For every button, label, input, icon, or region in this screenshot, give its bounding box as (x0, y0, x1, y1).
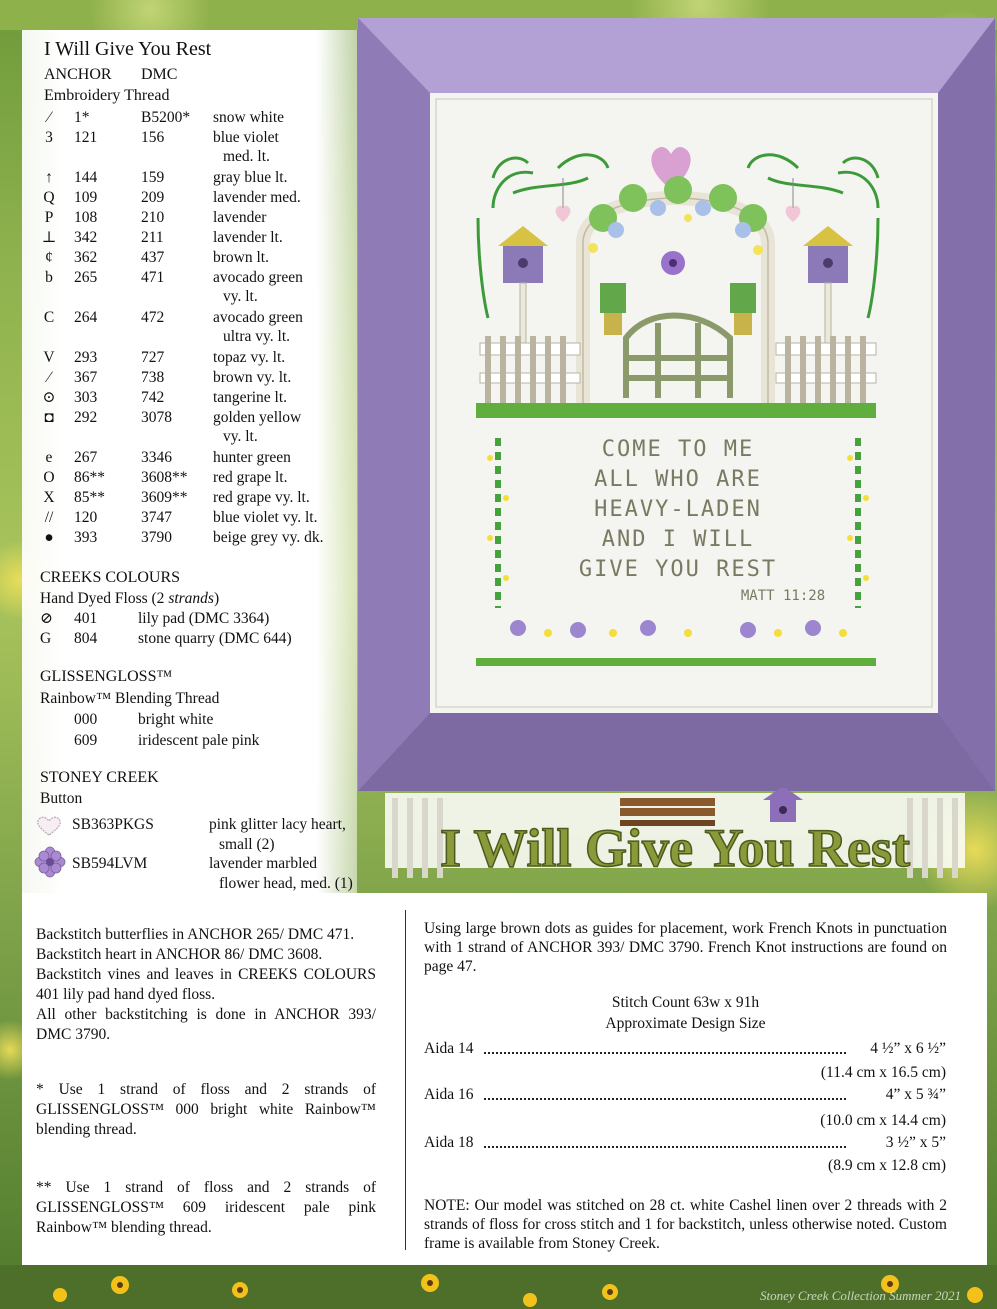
button-description-cont: small (2) (219, 836, 275, 853)
dmc-number: 472 (141, 309, 165, 326)
stitch-count: Stitch Count 63w x 91h (611, 994, 760, 1011)
stitch-symbol: 3 (45, 129, 53, 146)
thread-description: red grape vy. lt. (213, 489, 310, 506)
thread-row (40, 388, 360, 408)
thread-row (40, 108, 360, 128)
thread-row (40, 528, 360, 548)
thread-description: gray blue lt. (213, 169, 288, 186)
verse-line: ALL WHO ARE (594, 467, 762, 492)
anchor-number: 303 (74, 389, 98, 406)
title-banner (385, 788, 965, 888)
gloss-sub: Rainbow™ Blending Thread (40, 690, 220, 707)
heart-button-icon (34, 815, 64, 837)
anchor-number: 85** (74, 489, 105, 506)
anchor-number: 1* (74, 109, 90, 126)
verse-line: AND I WILL (601, 527, 755, 552)
size-label: Aida 16 (424, 1085, 477, 1105)
thread-row (40, 488, 360, 508)
page-footer: Stoney Creek Collection Summer 2021 (760, 1288, 961, 1303)
note-label: NOTE: (424, 1197, 470, 1214)
thread-row (40, 208, 360, 228)
thread-description: lavender med. (213, 189, 301, 206)
button-description: lavender marbled (209, 855, 318, 872)
stitch-symbol: P (44, 209, 54, 226)
size-cm: (8.9 cm x 12.8 cm) (828, 1157, 946, 1174)
anchor-number: 362 (74, 249, 98, 266)
thread-row (40, 448, 360, 468)
button-code: SB594LVM (72, 855, 148, 872)
verse-line: COME TO ME (601, 437, 755, 462)
creeks-sub-text: Hand Dyed Floss (2 (40, 590, 169, 607)
floss-number: 401 (74, 610, 98, 627)
anchor-number: 86** (74, 469, 105, 486)
footnote-double: ** Use 1 strand of floss and 2 strands of GLISSENGLOSS™ 609 iridescent pale pink Rainbow™ blending thread. (36, 1179, 376, 1236)
thread-description: hunter green (213, 449, 291, 466)
anchor-number: 342 (74, 229, 98, 246)
floss-description: stone quarry (DMC 644) (138, 630, 292, 647)
column-divider (405, 910, 406, 1250)
verse-line: HEAVY-LADEN (594, 497, 762, 522)
size-row (424, 1133, 946, 1153)
creeks-sub (40, 590, 219, 608)
thread-description: tangerine lt. (213, 389, 288, 406)
thread-description: avocado green (213, 269, 303, 286)
anchor-number: 393 (74, 529, 98, 546)
anchor-number: 292 (74, 409, 98, 426)
stitch-symbol: Q (43, 189, 55, 206)
dmc-number: 3790 (141, 529, 172, 546)
thread-description: lavender lt. (213, 229, 283, 246)
size-row (424, 1039, 946, 1059)
size-row (424, 1085, 946, 1105)
creeks-heading: CREEKS COLOURS (40, 569, 181, 586)
size-cm: (10.0 cm x 14.4 cm) (820, 1112, 946, 1129)
thread-description: blue violet (213, 129, 279, 146)
thread-description: avocado green (213, 309, 303, 326)
thread-description-cont: vy. lt. (223, 288, 258, 305)
stitch-symbol: C (43, 309, 55, 326)
size-label: Aida 14 (424, 1039, 477, 1059)
thread-row (40, 508, 360, 528)
button-description-cont: flower head, med. (1) (219, 875, 353, 892)
note-line: Backstitch vines and leaves in CREEKS COLOURS 401 lily pad hand dyed floss. (36, 966, 376, 1003)
verse-reference: MATT 11:28 (740, 588, 826, 604)
floss-number: 804 (74, 630, 98, 647)
dmc-number: 3747 (141, 509, 172, 526)
dmc-number: B5200* (141, 109, 191, 126)
stitch-symbol: ¢ (45, 249, 53, 266)
stoney-heading: STONEY CREEK (40, 769, 159, 786)
dmc-number: 159 (141, 169, 165, 186)
gloss-description: bright white (138, 711, 214, 728)
dmc-number: 156 (141, 129, 165, 146)
thread-row (40, 128, 360, 148)
anchor-number: 367 (74, 369, 98, 386)
floss-description: lily pad (DMC 3364) (138, 610, 270, 627)
thread-description: beige grey vy. dk. (213, 529, 324, 546)
verse-line: GIVE YOU REST (578, 557, 778, 582)
gloss-heading: GLISSENGLOSS™ (40, 668, 173, 685)
note-line: Backstitch heart in ANCHOR 86/ DMC 3608. (36, 946, 323, 963)
dmc-number: 738 (141, 369, 165, 386)
gloss-row (40, 731, 360, 751)
model-note (424, 1196, 947, 1253)
floss-symbol: ⊘ (40, 610, 53, 627)
size-inches: 3 ½” x 5” (883, 1133, 946, 1153)
leader-dots (484, 1039, 846, 1054)
dmc-number: 742 (141, 389, 165, 406)
dmc-number: 3078 (141, 409, 172, 426)
french-knot-instructions: Using large brown dots as guides for placement, work French Knots in punctuation with 1 strand of ANCHOR 393/ DMC 3790. French Knot instructions are found on page 47. (424, 920, 947, 975)
design-size-label: Approximate Design Size (605, 1015, 766, 1032)
floss-symbol: G (40, 630, 52, 647)
stoney-sub: Button (40, 790, 83, 807)
anchor-number: 121 (74, 129, 98, 146)
floss-row (40, 629, 360, 649)
dmc-number: 210 (141, 209, 165, 226)
stitch-symbol: b (45, 269, 53, 286)
leader-dots (484, 1133, 846, 1148)
stitch-symbol: ⊥ (41, 229, 57, 246)
stitch-symbol: ⁄ (47, 109, 51, 126)
anchor-number: 267 (74, 449, 98, 466)
anchor-number: 108 (74, 209, 98, 226)
thread-row (40, 308, 360, 328)
stitch-symbol: // (44, 509, 54, 526)
thread-description: topaz vy. lt. (213, 349, 286, 366)
backstitch-notes (36, 925, 376, 1045)
gloss-number: 609 (74, 732, 98, 749)
dmc-number: 3346 (141, 449, 172, 466)
thread-row (40, 188, 360, 208)
dmc-number: 727 (141, 349, 165, 366)
dmc-number: 437 (141, 249, 165, 266)
creeks-sub-end: ) (213, 590, 220, 607)
dmc-number: 3608** (141, 469, 188, 486)
thread-row (40, 168, 360, 188)
banner-title: I Will Give You Rest (439, 818, 911, 878)
size-cm: (11.4 cm x 16.5 cm) (820, 1064, 946, 1081)
thread-description-cont: med. lt. (223, 148, 270, 165)
dmc-number: 471 (141, 269, 165, 286)
stitch-symbol: e (45, 449, 53, 466)
button-description: pink glitter lacy heart, (209, 816, 346, 833)
footnote-single: * Use 1 strand of floss and 2 strands of GLISSENGLOSS™ 000 bright white Rainbow™ blending thread. (36, 1081, 376, 1138)
dmc-number: 209 (141, 189, 165, 206)
dmc-number: 3609** (141, 489, 188, 506)
creeks-sub-italic: strands (168, 590, 214, 607)
stitch-symbol: V (43, 349, 55, 366)
thread-row (40, 228, 360, 248)
stitch-symbol: O (43, 469, 55, 486)
thread-row (40, 268, 360, 288)
thread-row (40, 348, 360, 368)
thread-description: snow white (213, 109, 285, 126)
anchor-header: ANCHOR (44, 66, 112, 83)
anchor-number: 293 (74, 349, 98, 366)
dmc-number: 211 (141, 229, 164, 246)
gloss-number: 000 (74, 711, 98, 728)
note-line: Backstitch butterflies in ANCHOR 265/ DMC 471. (36, 926, 355, 943)
thread-description: blue violet vy. lt. (213, 509, 318, 526)
thread-description: brown lt. (213, 249, 269, 266)
framed-sampler (358, 18, 995, 791)
thread-row (40, 368, 360, 388)
floss-row (40, 609, 360, 629)
anchor-number: 264 (74, 309, 98, 326)
gloss-row (40, 710, 360, 730)
anchor-number: 109 (74, 189, 98, 206)
thread-row (40, 248, 360, 268)
anchor-number: 120 (74, 509, 98, 526)
stitch-symbol: ↑ (45, 169, 53, 186)
button-code: SB363PKGS (72, 816, 154, 833)
stitch-symbol: X (43, 489, 55, 506)
flower-button-icon (34, 846, 66, 878)
thread-description: lavender (213, 209, 267, 226)
thread-description-cont: ultra vy. lt. (223, 328, 291, 345)
thread-row (40, 468, 360, 488)
anchor-number: 144 (74, 169, 98, 186)
stitch-symbol: ◘ (44, 409, 54, 426)
stitch-symbol: ⊙ (42, 389, 56, 406)
anchor-number: 265 (74, 269, 98, 286)
thread-description: brown vy. lt. (213, 369, 292, 386)
note-text: Our model was stitched on 28 ct. white Cashel linen over 2 threads with 2 strands of floss for cross stitch and 1 for backstitch, unless otherwise noted. Custom frame is available from Stoney Creek. (424, 1197, 947, 1252)
gloss-description: iridescent pale pink (138, 732, 260, 749)
size-label: Aida 18 (424, 1133, 477, 1153)
dmc-header: DMC (141, 66, 178, 83)
size-inches: 4” x 5 ¾” (883, 1085, 946, 1105)
thread-row (40, 408, 360, 428)
leader-dots (484, 1085, 846, 1100)
stitch-symbol: ⁄ (47, 369, 51, 386)
pattern-title: I Will Give You Rest (44, 38, 212, 60)
thread-description: golden yellow (213, 409, 302, 426)
thread-description-cont: vy. lt. (223, 428, 258, 445)
size-inches: 4 ½” x 6 ½” (867, 1039, 946, 1059)
thread-type: Embroidery Thread (44, 87, 170, 104)
note-line: All other backstitching is done in ANCHOR 393/ DMC 3790. (36, 1006, 376, 1043)
thread-description: red grape lt. (213, 469, 288, 486)
stitch-symbol: ● (44, 529, 54, 546)
